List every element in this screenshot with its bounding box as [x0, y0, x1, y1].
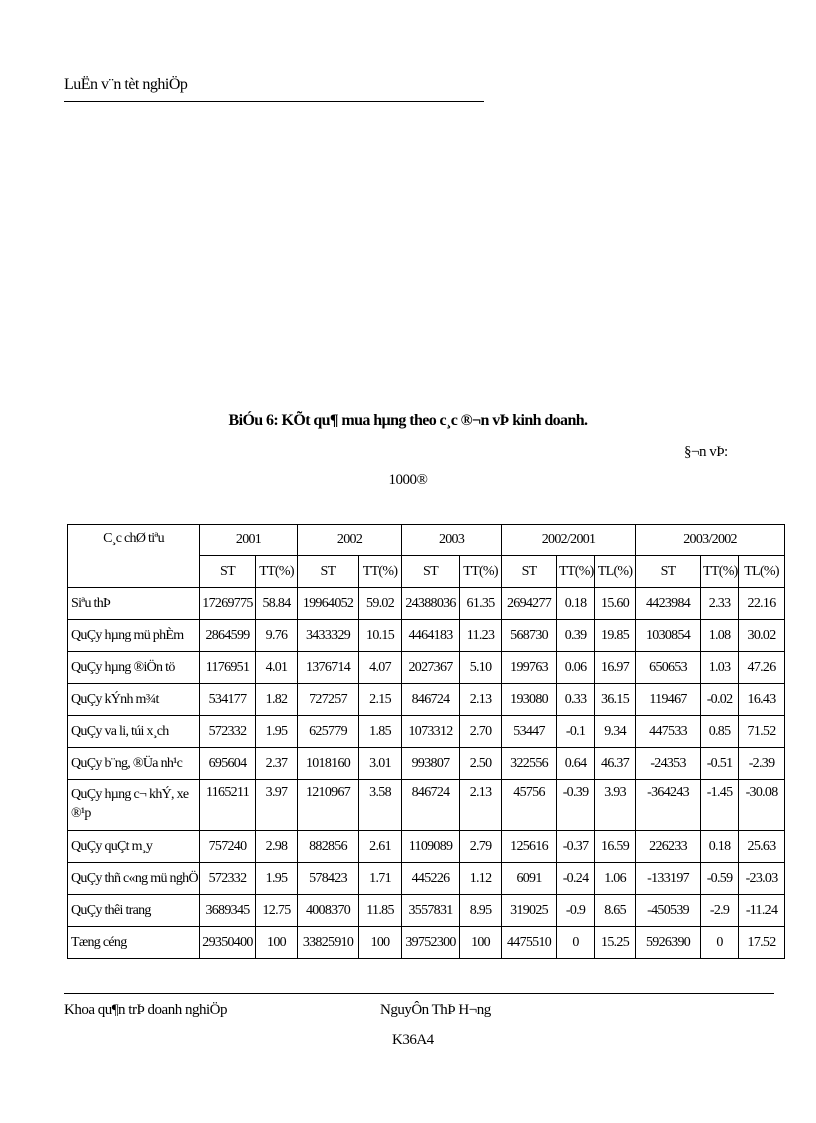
sub-header: ST: [402, 556, 460, 588]
table-cell: 4464183: [402, 620, 460, 652]
sub-header: TT(%): [460, 556, 502, 588]
table-cell: 2.37: [256, 748, 298, 780]
table-row: [68, 831, 785, 863]
table-cell: 15.60: [595, 588, 636, 620]
table-row: [68, 863, 785, 895]
table-row: [68, 620, 785, 652]
table-cell: -30.08: [739, 780, 785, 831]
table-cell: 0.18: [557, 588, 595, 620]
table-cell: 6091: [502, 863, 557, 895]
table-cell: 1109089: [402, 831, 460, 863]
table-cell: 39752300: [402, 927, 460, 959]
table-cell: 2.50: [460, 748, 502, 780]
table-cell: 625779: [298, 716, 359, 748]
table-cell: -11.24: [739, 895, 785, 927]
table-cell: 16.59: [595, 831, 636, 863]
table-cell: 24388036: [402, 588, 460, 620]
sub-header: TL(%): [595, 556, 636, 588]
footer-rule: [64, 993, 774, 994]
sub-header: TL(%): [739, 556, 785, 588]
table-cell: 4.07: [359, 652, 402, 684]
group-header: 2003/2002: [636, 525, 785, 556]
table-cell: 650653: [636, 652, 701, 684]
table-cell: 11.23: [460, 620, 502, 652]
table-cell: -24353: [636, 748, 701, 780]
table-cell: 29350400: [200, 927, 256, 959]
table-row: [68, 684, 785, 716]
row-label: Tæng céng: [68, 927, 200, 959]
table-cell: 1.03: [701, 652, 739, 684]
table-cell: -450539: [636, 895, 701, 927]
table-cell: 1.85: [359, 716, 402, 748]
table-cell: 100: [460, 927, 502, 959]
table-cell: 0.33: [557, 684, 595, 716]
document-header-title: LuËn v¨n tèt nghiÖp: [64, 76, 188, 93]
group-header: 2002: [298, 525, 402, 556]
table-row: [68, 716, 785, 748]
table-cell: 22.16: [739, 588, 785, 620]
table-cell: 3.58: [359, 780, 402, 831]
table-cell: 2027367: [402, 652, 460, 684]
table-cell: -0.37: [557, 831, 595, 863]
sub-header: TT(%): [701, 556, 739, 588]
row-label: QuÇy hµng c¬ khÝ, xe ®¹p: [68, 780, 200, 831]
table-cell: -23.03: [739, 863, 785, 895]
unit-value: 1000®: [388, 472, 428, 488]
table-cell: 4475510: [502, 927, 557, 959]
table-cell: -0.24: [557, 863, 595, 895]
sub-header: ST: [502, 556, 557, 588]
table-cell: 11.85: [359, 895, 402, 927]
table-cell: 1176951: [200, 652, 256, 684]
row-label: QuÇy kÝnh m¾t: [68, 684, 200, 716]
table-cell: 100: [359, 927, 402, 959]
table-cell: 61.35: [460, 588, 502, 620]
table-cell: -133197: [636, 863, 701, 895]
row-label: QuÇy thñ c«ng mü nghÖ: [68, 863, 200, 895]
table-cell: 226233: [636, 831, 701, 863]
table-cell: 0.85: [701, 716, 739, 748]
table-cell: -2.39: [739, 748, 785, 780]
table-cell: 47.26: [739, 652, 785, 684]
table-cell: 757240: [200, 831, 256, 863]
row-label: QuÇy quÇt m¸y: [68, 831, 200, 863]
group-header-row: [68, 525, 785, 556]
table-cell: 3.93: [595, 780, 636, 831]
table-cell: 882856: [298, 831, 359, 863]
table-row: [68, 927, 785, 959]
table-cell: 846724: [402, 684, 460, 716]
table-cell: 3557831: [402, 895, 460, 927]
table-cell: 193080: [502, 684, 557, 716]
table-cell: 578423: [298, 863, 359, 895]
table-cell: 45756: [502, 780, 557, 831]
table-cell: 322556: [502, 748, 557, 780]
table-cell: 572332: [200, 863, 256, 895]
table-cell: -0.59: [701, 863, 739, 895]
header-rule: [64, 101, 484, 102]
table-cell: -1.45: [701, 780, 739, 831]
footer-author: NguyÔn ThÞ H¬ng: [380, 1002, 491, 1018]
row-label: QuÇy hµng mü phÈm: [68, 620, 200, 652]
table-cell: 0: [557, 927, 595, 959]
row-label: QuÇy b¨ng, ®Üa nh¹c: [68, 748, 200, 780]
table-cell: 3433329: [298, 620, 359, 652]
table-cell: 71.52: [739, 716, 785, 748]
table-cell: 2.70: [460, 716, 502, 748]
table-cell: 0: [701, 927, 739, 959]
purchase-results-table: [67, 524, 785, 959]
table-row: [68, 895, 785, 927]
table-cell: 1.08: [701, 620, 739, 652]
sub-header: ST: [200, 556, 256, 588]
table-cell: 15.25: [595, 927, 636, 959]
table-cell: 0.06: [557, 652, 595, 684]
table-cell: 19.85: [595, 620, 636, 652]
sub-header: ST: [636, 556, 701, 588]
sub-header: TT(%): [359, 556, 402, 588]
table-cell: 58.84: [256, 588, 298, 620]
table-cell: 846724: [402, 780, 460, 831]
table-cell: 9.34: [595, 716, 636, 748]
table-cell: 0.18: [701, 831, 739, 863]
table-cell: 12.75: [256, 895, 298, 927]
table-cell: -0.02: [701, 684, 739, 716]
table-cell: 572332: [200, 716, 256, 748]
table-row: [68, 748, 785, 780]
table-cell: 2.15: [359, 684, 402, 716]
table-cell: 3689345: [200, 895, 256, 927]
table-row: [68, 588, 785, 620]
sub-header: TT(%): [557, 556, 595, 588]
table-cell: 4008370: [298, 895, 359, 927]
table-cell: 2.33: [701, 588, 739, 620]
table-cell: 4.01: [256, 652, 298, 684]
footer-department: Khoa qu¶n trÞ doanh nghiÖp: [64, 1002, 227, 1018]
table-cell: 59.02: [359, 588, 402, 620]
table-cell: 1210967: [298, 780, 359, 831]
table-cell: 16.43: [739, 684, 785, 716]
table-cell: 2.98: [256, 831, 298, 863]
table-cell: 30.02: [739, 620, 785, 652]
table-cell: 1376714: [298, 652, 359, 684]
table-cell: 1030854: [636, 620, 701, 652]
table-cell: 534177: [200, 684, 256, 716]
table-cell: 1.12: [460, 863, 502, 895]
table-cell: 36.15: [595, 684, 636, 716]
sub-header: ST: [298, 556, 359, 588]
table-cell: 3.97: [256, 780, 298, 831]
table-cell: 8.95: [460, 895, 502, 927]
table-cell: 727257: [298, 684, 359, 716]
table-title: BiÓu 6: KÕt qu¶ mua hµng theo c¸c ®¬n vÞ kinh doanh.: [228, 412, 588, 429]
group-header: 2002/2001: [502, 525, 636, 556]
footer-class: K36A4: [392, 1032, 434, 1048]
table-cell: 1018160: [298, 748, 359, 780]
table-cell: -0.1: [557, 716, 595, 748]
table-cell: 1.95: [256, 716, 298, 748]
table-cell: 4423984: [636, 588, 701, 620]
table-cell: 199763: [502, 652, 557, 684]
table-cell: 2694277: [502, 588, 557, 620]
table-cell: 2.13: [460, 684, 502, 716]
table-cell: 1073312: [402, 716, 460, 748]
table-cell: 8.65: [595, 895, 636, 927]
table-cell: 993807: [402, 748, 460, 780]
table-cell: 0.39: [557, 620, 595, 652]
table-cell: -0.39: [557, 780, 595, 831]
table-cell: 5.10: [460, 652, 502, 684]
row-label: QuÇy va li, túi x¸ch: [68, 716, 200, 748]
table-cell: 100: [256, 927, 298, 959]
group-header: 2003: [402, 525, 502, 556]
row-label: QuÇy thêi trang: [68, 895, 200, 927]
table-cell: -0.51: [701, 748, 739, 780]
table-cell: 1.06: [595, 863, 636, 895]
unit-label: §¬n vÞ:: [684, 444, 728, 460]
table-cell: 3.01: [359, 748, 402, 780]
table-cell: 447533: [636, 716, 701, 748]
table-cell: 33825910: [298, 927, 359, 959]
table-cell: -364243: [636, 780, 701, 831]
table-cell: 9.76: [256, 620, 298, 652]
table-cell: 125616: [502, 831, 557, 863]
table-cell: 1.95: [256, 863, 298, 895]
table-cell: 445226: [402, 863, 460, 895]
table-cell: 319025: [502, 895, 557, 927]
table-row: [68, 652, 785, 684]
table-cell: 1165211: [200, 780, 256, 831]
row-label: QuÇy hµng ®iÖn tö: [68, 652, 200, 684]
table-cell: 53447: [502, 716, 557, 748]
table-cell: 2.61: [359, 831, 402, 863]
table-cell: 25.63: [739, 831, 785, 863]
table-cell: 2.13: [460, 780, 502, 831]
group-header: 2001: [200, 525, 298, 556]
table-cell: 695604: [200, 748, 256, 780]
table-cell: 19964052: [298, 588, 359, 620]
table-cell: 46.37: [595, 748, 636, 780]
table-cell: 119467: [636, 684, 701, 716]
row-label: Siªu thÞ: [68, 588, 200, 620]
table-cell: 568730: [502, 620, 557, 652]
sub-header: TT(%): [256, 556, 298, 588]
table-cell: 0.64: [557, 748, 595, 780]
table-cell: 1.82: [256, 684, 298, 716]
first-column-header: C¸c chØ tiªu: [68, 525, 200, 588]
table-row: [68, 780, 785, 831]
table-body: [68, 588, 785, 959]
table-cell: 17269775: [200, 588, 256, 620]
table-cell: -2.9: [701, 895, 739, 927]
table-cell: 17.52: [739, 927, 785, 959]
table-cell: 2864599: [200, 620, 256, 652]
table-cell: 2.79: [460, 831, 502, 863]
table-cell: 1.71: [359, 863, 402, 895]
table-cell: -0.9: [557, 895, 595, 927]
table-cell: 10.15: [359, 620, 402, 652]
table-cell: 5926390: [636, 927, 701, 959]
table-cell: 16.97: [595, 652, 636, 684]
